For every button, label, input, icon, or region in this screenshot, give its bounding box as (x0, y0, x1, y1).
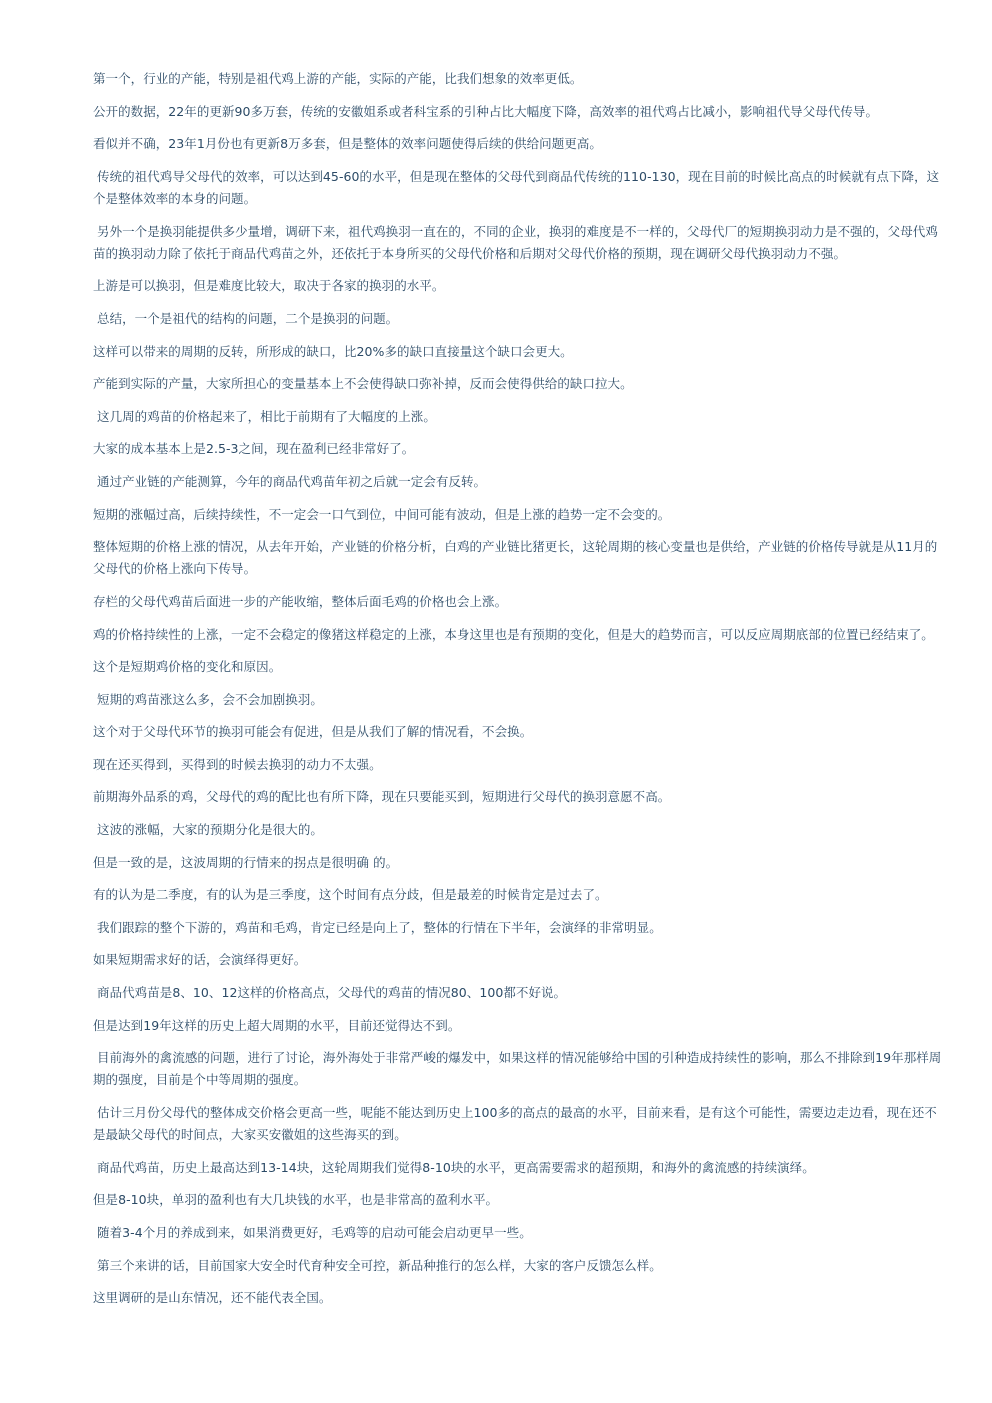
paragraph: 这波的涨幅，大家的预期分化是很大的。 (93, 822, 323, 838)
paragraph: 但是一致的是，这波周期的行情来的拐点是很明确 的。 (93, 854, 399, 870)
paragraph: 看似并不确，23年1月份也有更新8万多套，但是整体的效率问题使得后续的供给问题更高。 (93, 136, 602, 152)
paragraph: 第三个来讲的话，目前国家大安全时代育种安全可控，新品种推行的怎么样，大家的客户反馈怎么样。 (93, 1257, 662, 1273)
paragraph: 短期的鸡苗涨这么多，会不会加剧换羽。 (93, 691, 323, 707)
paragraph: 大家的成本基本上是2.5-3之间，现在盈利已经非常好了。 (93, 441, 415, 457)
paragraph: 第一个，行业的产能，特别是祖代鸡上游的产能，实际的产能，比我们想象的效率更低。 (93, 71, 583, 86)
paragraph: 如果短期需求好的话，会演绎得更好。 (93, 952, 307, 968)
paragraph: 通过产业链的产能测算，今年的商品代鸡苗年初之后就一定会有反转。 (93, 473, 487, 489)
paragraph: 随着3-4个月的养成到来，如果消费更好，毛鸡等的启动可能会启动更早一些。 (93, 1225, 532, 1241)
paragraph: 公开的数据，22年的更新90多万套，传统的安徽姐系或者科宝系的引种占比大幅度下降，高效率的祖代鸡占比减小，影响祖代导父母代传导。 (93, 103, 879, 119)
paragraph: 但是8-10块，单羽的盈利也有大几块钱的水平，也是非常高的盈利水平。 (93, 1192, 499, 1208)
paragraph: 前期海外品系的鸡，父母代的鸡的配比也有所下降，现在只要能买到，短期进行父母代的换羽意愿不高。 (93, 789, 671, 805)
paragraph: 另外一个是换羽能提供多少量增，调研下来，祖代鸡换羽一直在的，不同的企业，换羽的难度是不一样的，父母代厂的短期换羽动力是不强的，父母代鸡苗的换羽动力除了依托于商品代鸡苗之外，还依托于本身所买的父母代价格和后期对父母代价格的预期，现在调研父母代换羽动力不强。 (93, 223, 938, 261)
paragraph: 但是达到19年这样的历史上超大周期的水平，目前还觉得达不到。 (93, 1017, 461, 1033)
paragraph: 产能到实际的产量，大家所担心的变量基本上不会使得缺口弥补掉，反而会使得供给的缺口拉大。 (93, 376, 633, 392)
paragraph: 现在还买得到，买得到的时候去换羽的动力不太强。 (93, 756, 382, 772)
paragraph: 总结，一个是祖代的结构的问题，二个是换羽的问题。 (93, 310, 399, 326)
paragraph: 目前海外的禽流感的问题，进行了讨论，海外海处于非常严峻的爆发中，如果这样的情况能够给中国的引种造成持续性的影响，那么不排除到19年那样周期的强度，目前是个中等周期的强度。 (93, 1050, 942, 1088)
paragraph: 这样可以带来的周期的反转，所形成的缺口，比20%多的缺口直接量这个缺口会更大。 (93, 343, 573, 359)
paragraph: 短期的涨幅过高，后续持续性，不一定会一口气到位，中间可能有波动，但是上涨的趋势一定不会变的。 (93, 506, 671, 522)
paragraph: 这个是短期鸡价格的变化和原因。 (93, 659, 282, 675)
document-page (93, 68, 945, 1320)
paragraph: 商品代鸡苗是8、10、12这样的价格高点，父母代的鸡苗的情况80、100都不好说。 (93, 985, 567, 1001)
paragraph: 这个对于父母代环节的换羽可能会有促进，但是从我们了解的情况看，不会换。 (93, 724, 533, 740)
paragraph: 我们跟踪的整个下游的，鸡苗和毛鸡，肯定已经是向上了，整体的行情在下半年，会演绎的非常明显。 (93, 919, 662, 935)
paragraph: 存栏的父母代鸡苗后面进一步的产能收缩，整体后面毛鸡的价格也会上涨。 (93, 593, 508, 609)
paragraph: 这里调研的是山东情况，还不能代表全国。 (93, 1290, 332, 1306)
paragraph: 有的认为是二季度，有的认为是三季度，这个时间有点分歧，但是最差的时候肯定是过去了。 (93, 887, 608, 903)
paragraph: 估计三月份父母代的整体成交价格会更高一些，呢能不能达到历史上100多的高点的最高的水平，目前来看，是有这个可能性，需要边走边看，现在还不是最缺父母代的时间点，大家买安徽姐的这些海买的到。 (93, 1105, 937, 1143)
paragraph: 上游是可以换羽，但是难度比较大，取决于各家的换羽的水平。 (93, 278, 445, 294)
paragraph: 鸡的价格持续性的上涨，一定不会稳定的像猪这样稳定的上涨，本身这里也是有预期的变化，但是大的趋势而言，可以反应周期底部的位置已经结束了。 (93, 626, 934, 642)
paragraph: 这几周的鸡苗的价格起来了，相比于前期有了大幅度的上涨。 (93, 408, 436, 424)
paragraph: 整体短期的价格上涨的情况，从去年开始，产业链的价格分析，白鸡的产业链比猪更长，这轮周期的核心变量也是供给，产业链的价格传导就是从11月的父母代的价格上涨向下传导。 (93, 539, 938, 577)
paragraph: 商品代鸡苗，历史上最高达到13-14块，这轮周期我们觉得8-10块的水平，更高需要需求的超预期，和海外的禽流感的持续演绎。 (93, 1159, 815, 1175)
paragraph: 传统的祖代鸡导父母代的效率，可以达到45-60的水平，但是现在整体的父母代到商品代传统的110-130，现在目前的时候比高点的时候就有点下降，这个是整体效率的本身的问题。 (93, 168, 940, 206)
